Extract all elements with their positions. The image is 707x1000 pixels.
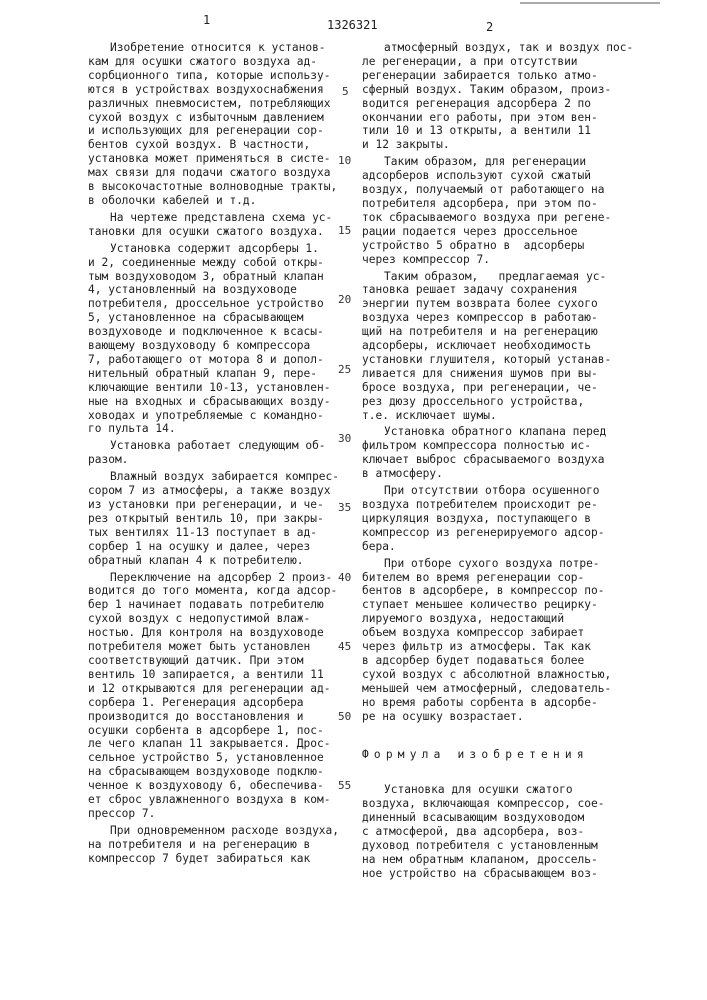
text-line: ченное к воздуховоду 6, обеспечива- (88, 779, 339, 793)
text-line: 7, работающего от мотора 8 и допол- (88, 353, 339, 367)
text-line: диненный всасывающим воздуховодом (362, 811, 633, 825)
text-line: в атмосферу. (362, 467, 633, 481)
text-line: рез дюзу дроссельного устройства, (362, 395, 633, 409)
text-line: на нем обратным клапаном, дроссель- (362, 853, 633, 867)
left-page-number: 1 (203, 13, 210, 27)
text-line: ные на входных и сбрасывающих возду- (88, 395, 339, 409)
text-line: адсорберы, исключает необходимость (362, 339, 633, 353)
text-line: воздуха потребителем происходит ре- (362, 498, 633, 512)
text-line: сорбер 1 на осушку и далее, через (88, 540, 339, 554)
text-line: Переключение на адсорбер 2 произ- (88, 571, 339, 585)
text-line: т.е. исключает шумы. (362, 409, 633, 423)
text-line: сорбера 1. Регенерация адсорбера (88, 696, 339, 710)
text-line: тановка решает задачу сохранения (362, 283, 633, 297)
text-line: осушки сорбента в адсорбере 1, пос- (88, 724, 339, 738)
paragraph (88, 41, 339, 208)
patent-number: 1326321 (327, 18, 378, 32)
text-line: сором 7 из атмосферы, а также воздух (88, 484, 339, 498)
text-line: Установка обратного клапана перед (362, 425, 633, 439)
text-line: сухой воздух с недопустимой влаж- (88, 612, 339, 626)
line-number: 50 (338, 710, 351, 723)
text-line: обратный клапан 4 к потребителю. (88, 554, 339, 568)
text-line: в адсорбер будет подаваться более (362, 654, 633, 668)
text-line: бера. (362, 540, 633, 554)
text-line: через фильтр из атмосферы. Так как (362, 640, 633, 654)
text-line: Установка для осушки сжатого (362, 783, 633, 797)
text-line: соответствующий датчик. При этом (88, 654, 339, 668)
text-line: ет сброс увлажненного воздуха в ком- (88, 793, 339, 807)
line-number: 10 (338, 154, 351, 167)
text-line: сорбционного типа, которые использу- (88, 69, 339, 83)
text-line: тановки для осушки сжатого воздуха. (88, 225, 339, 239)
text-line: При отборе сухого воздуха потре- (362, 557, 633, 571)
text-line: Изобретение относится к установ- (88, 41, 339, 55)
text-line: щий на потребителя и на регенерацию (362, 325, 633, 339)
text-line: с атмосферой, два адсорбера, воз- (362, 825, 633, 839)
text-line: вентиль 10 запирается, а вентили 11 (88, 668, 339, 682)
text-line: в высокочастотные волноводные тракты, (88, 180, 339, 194)
text-line: ховодах и употребляемые с командно- (88, 409, 339, 423)
text-line: сухой воздух с избыточным давлением (88, 111, 339, 125)
line-number: 45 (338, 640, 351, 653)
text-line: из установки при регенерации, и че- (88, 498, 339, 512)
text-line: рез открытый вентиль 10, при закры- (88, 512, 339, 526)
paragraph (362, 155, 633, 266)
text-line: ступает меньшее количество рецирку- (362, 598, 633, 612)
text-line: вающему воздуховоду 6 компрессора (88, 339, 339, 353)
text-line: Установка содержит адсорберы 1. (88, 242, 339, 256)
text-line: ное устройство на сбрасывающем воз- (362, 867, 633, 881)
paragraph (88, 571, 339, 821)
text-line: Таким образом, предлагаемая ус- (362, 270, 633, 284)
text-line: через компрессор 7. (362, 253, 633, 267)
text-line: водится до того момента, когда адсор- (88, 584, 339, 598)
text-line: ре на осушку возрастает. (362, 710, 633, 724)
text-line: объем воздуха компрессор забирает (362, 626, 633, 640)
text-line: устройство 5 обратно в адсорберы (362, 239, 633, 253)
line-number: 30 (338, 432, 351, 445)
paragraph (88, 211, 339, 239)
text-line: сельное устройство 5, установленное (88, 751, 339, 765)
text-line: При одновременном расходе воздуха, (88, 824, 339, 838)
text-line: бентов сухой воздух. В частности, (88, 138, 339, 152)
text-line: го пульта 14. (88, 422, 339, 436)
text-line: энергии путем возврата более сухого (362, 297, 633, 311)
text-line: циркуляция воздуха, поступающего в (362, 512, 633, 526)
line-number: 40 (338, 571, 351, 584)
paragraph (362, 41, 633, 152)
text-line: компрессор 7 будет забираться как (88, 852, 339, 866)
text-line: тых вентилях 11-13 поступает в ад- (88, 526, 339, 540)
text-line: прессор 7. (88, 807, 339, 821)
line-number: 35 (338, 501, 351, 514)
text-line: ток сбрасываемого воздуха при регене- (362, 211, 633, 225)
text-line: 4, установленный на воздуховоде (88, 283, 339, 297)
text-line: воздуховоде и подключенное к всасы- (88, 325, 339, 339)
text-line: разом. (88, 453, 339, 467)
text-line: сухой воздух с абсолютной влажностью, (362, 668, 633, 682)
text-line: воздуха через компрессор в работаю- (362, 311, 633, 325)
text-line: установки глушителя, который устанав- (362, 353, 633, 367)
text-line: тым воздуховодом 3, обратный клапан (88, 270, 339, 284)
text-line: бер 1 начинает подавать потребителю (88, 598, 339, 612)
text-line: бентов в адсорбере, в компрессор по- (362, 584, 633, 598)
text-line: сферный воздух. Таким образом, произ- (362, 83, 633, 97)
text-line: бителем во время регенерации сор- (362, 571, 633, 585)
text-line: ле чего клапан 11 закрывается. Дрос- (88, 737, 339, 751)
text-line: Установка работает следующим об- (88, 439, 339, 453)
text-line: На чертеже представлена схема ус- (88, 211, 339, 225)
text-line: мах связи для подачи сжатого воздуха (88, 166, 339, 180)
text-line: водится регенерация адсорбера 2 по (362, 97, 633, 111)
text-line: адсорберов используют сухой сжатый (362, 169, 633, 183)
scan-artifact-line (520, 2, 660, 4)
text-line: меньшей чем атмосферный, следователь- (362, 682, 633, 696)
text-line: нительный обратный клапан 9, пере- (88, 367, 339, 381)
text-line: но время работы сорбента в адсорбе- (362, 696, 633, 710)
paragraph (88, 439, 339, 467)
text-line: воздух, получаемый от работающего на (362, 183, 633, 197)
text-line: ливается для снижения шумов при вы- (362, 367, 633, 381)
text-line: Влажный воздух забирается компрес- (88, 470, 339, 484)
text-line: и использующих для регенерации сор- (88, 124, 339, 138)
text-line: производится до восстановления и (88, 710, 339, 724)
text-line: и 12 закрыты. (362, 138, 633, 152)
text-line: лируемого воздуха, недостающий (362, 612, 633, 626)
text-line: 5, установленное на сбрасывающем (88, 311, 339, 325)
text-line: воздуха, включающая компрессор, сое- (362, 797, 633, 811)
text-line: в оболочки кабелей и т.д. (88, 194, 339, 208)
text-line: тили 10 и 13 открыты, а вентили 11 (362, 124, 633, 138)
text-line: ключающие вентили 10-13, установлен- (88, 381, 339, 395)
text-line: и 12 открываются для регенерации ад- (88, 682, 339, 696)
left-column-text (88, 38, 339, 866)
text-line: ностью. Для контроля на воздуховоде (88, 626, 339, 640)
paragraph (88, 824, 339, 866)
text-line: на сбрасывающем воздуховоде подклю- (88, 765, 339, 779)
text-line: различных пневмосистем, потребляющих (88, 97, 339, 111)
text-line: бросе воздуха, при регенерации, че- (362, 381, 633, 395)
text-line: регенерации забирается только атмо- (362, 69, 633, 83)
text-line: ле регенерации, а при отсутствии (362, 55, 633, 69)
text-line: потребителя может быть установлен (88, 640, 339, 654)
paragraph (362, 270, 633, 423)
paragraph (362, 425, 633, 481)
text-line: установка может применяться в систе- (88, 152, 339, 166)
text-line: на потребителя и на регенерацию в (88, 838, 339, 852)
text-line: рации подается через дроссельное (362, 225, 633, 239)
paragraph (362, 484, 633, 554)
text-line: потребителя адсорбера, при этом по- (362, 197, 633, 211)
text-line: окончании его работы, при этом вен- (362, 111, 633, 125)
text-line: ключает выброс сбрасываемого воздуха (362, 453, 633, 467)
text-line: При отсутствии отбора осушенного (362, 484, 633, 498)
text-line: духовод потребителя с установленным (362, 839, 633, 853)
right-page-number: 2 (486, 20, 493, 34)
line-number: 5 (342, 85, 349, 98)
text-line: ются в устройствах воздухоснабжения (88, 83, 339, 97)
text-line: фильтром компрессора полностью ис- (362, 439, 633, 453)
text-line: потребителя, дроссельное устройство (88, 297, 339, 311)
line-number: 15 (338, 224, 351, 237)
line-number: 25 (338, 363, 351, 376)
line-number: 20 (338, 293, 351, 306)
paragraph (88, 242, 339, 437)
paragraph (88, 470, 339, 567)
text-line: и 2, соединенные между собой откры- (88, 256, 339, 270)
paragraph (362, 557, 633, 724)
text-line: атмосферный воздух, так и воздух пос- (362, 41, 633, 55)
text-line: кам для осушки сжатого воздуха ад- (88, 55, 339, 69)
claims-heading: Формула изобретения (362, 748, 633, 762)
text-line: компрессор из регенерируемого адсор- (362, 526, 633, 540)
line-number: 55 (338, 779, 351, 792)
right-column-text (362, 38, 633, 881)
text-line: Таким образом, для регенерации (362, 155, 633, 169)
paragraph (362, 783, 633, 880)
